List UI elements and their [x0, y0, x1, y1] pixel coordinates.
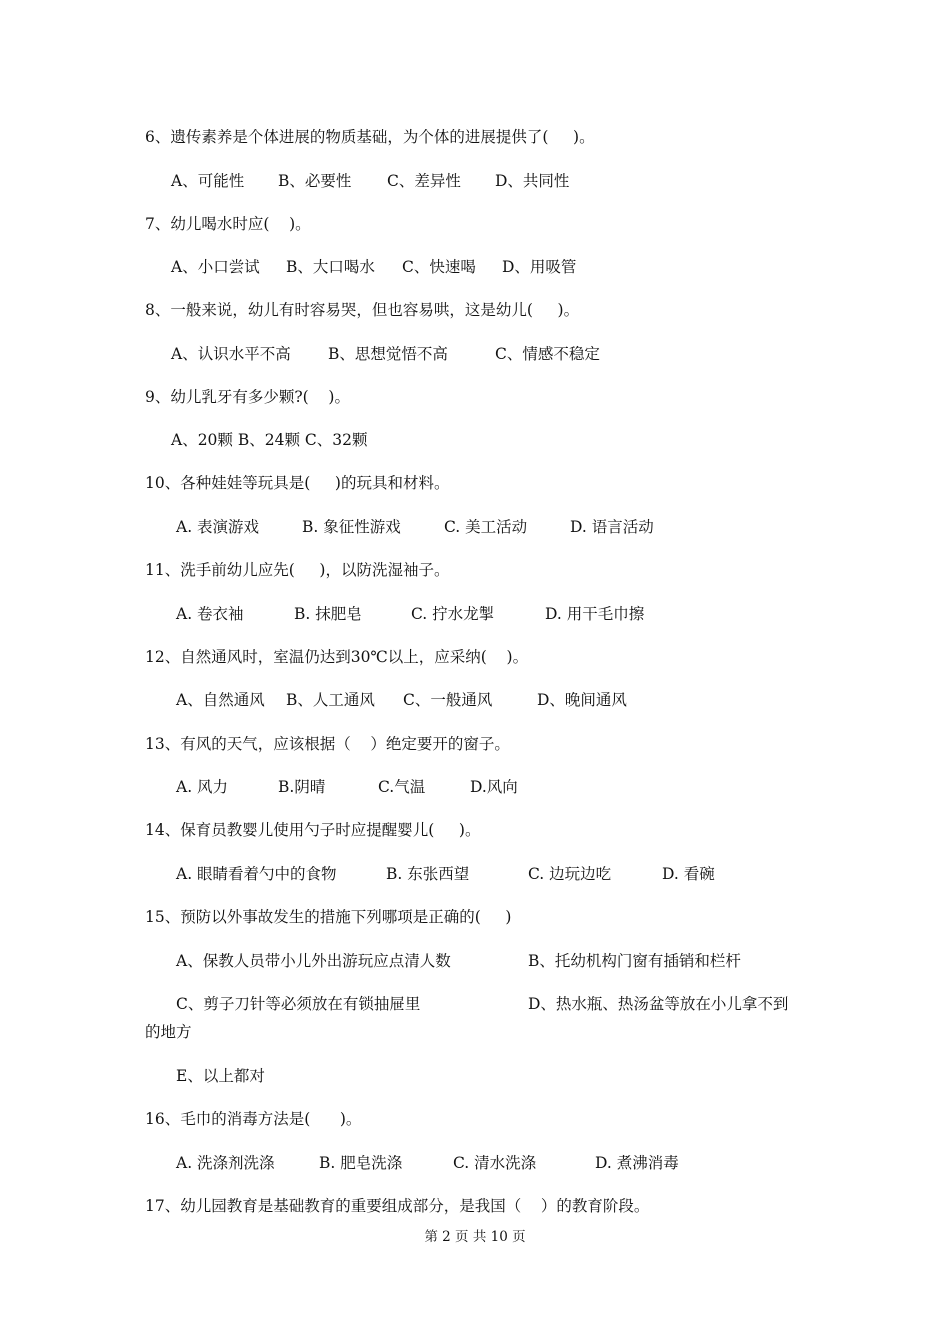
- question-7: 7、幼儿喝水时应( )。: [145, 215, 311, 233]
- option-e: E、以上都对: [176, 1067, 265, 1085]
- question-6: 6、遗传素养是个体进展的物质基础，为个体的进展提供了( )。: [145, 128, 595, 146]
- option-c: C、情感不稳定: [495, 345, 600, 363]
- option-d: D. 煮沸消毒: [595, 1154, 679, 1172]
- option-b: B. 象征性游戏: [302, 518, 401, 536]
- option-c: C. 美工活动: [444, 518, 528, 536]
- option-d: D.风向: [470, 778, 518, 796]
- option-b: B、人工通风: [286, 691, 375, 709]
- question-10: 10、各种娃娃等玩具是( )的玩具和材料。: [145, 474, 450, 492]
- option-a: A. 卷衣袖: [176, 605, 244, 623]
- option-c: C. 拧水龙掣: [411, 605, 495, 623]
- option-b: B、思想觉悟不高: [328, 345, 448, 363]
- option-c: C. 边玩边吃: [528, 865, 612, 883]
- option-b: B. 东张西望: [386, 865, 470, 883]
- question-8: 8、一般来说，幼儿有时容易哭，但也容易哄，这是幼儿( )。: [145, 301, 580, 319]
- option-c: C、剪子刀针等必须放在有锁抽屉里: [176, 995, 421, 1013]
- option-a: A、可能性: [171, 172, 245, 190]
- question-9: 9、幼儿乳牙有多少颗?( )。: [145, 388, 350, 406]
- option-d: D、晚间通风: [537, 691, 627, 709]
- option-a: A、自然通风: [176, 691, 265, 709]
- question-17: 17、幼儿园教育是基础教育的重要组成部分，是我国（ ）的教育阶段。: [145, 1197, 650, 1215]
- question-11: 11、洗手前幼儿应先( )，以防洗湿袖子。: [145, 561, 450, 579]
- option-c: C.气温: [378, 778, 426, 796]
- option-d: D. 语言活动: [570, 518, 654, 536]
- option-b: B. 抹肥皂: [294, 605, 362, 623]
- option-d: D、热水瓶、热汤盆等放在小儿拿不到: [528, 995, 789, 1013]
- option-b: B. 肥皂洗涤: [319, 1154, 403, 1172]
- option-c: C、一般通风: [403, 691, 493, 709]
- option-c: C、快速喝: [402, 258, 476, 276]
- option-c: C. 清水洗涤: [453, 1154, 537, 1172]
- option-a: A、小口尝试: [171, 258, 260, 276]
- option-a: A、保教人员带小儿外出游玩应点清人数: [176, 952, 451, 970]
- option-a: A. 风力: [176, 778, 229, 796]
- option-a: A. 洗涤剂洗涤: [176, 1154, 275, 1172]
- option-b: B.阴晴: [278, 778, 326, 796]
- option-a: A. 表演游戏: [176, 518, 260, 536]
- question-16: 16、毛巾的消毒方法是( )。: [145, 1110, 362, 1128]
- question-12: 12、自然通风时，室温仍达到30℃以上，应采纳( )。: [145, 648, 529, 666]
- question-14: 14、保育员教婴儿使用勺子时应提醒婴儿( )。: [145, 821, 481, 839]
- option-d-continuation: 的地方: [145, 1023, 192, 1041]
- option-a: A. 眼睛看着勺中的食物: [176, 865, 337, 883]
- page-number: 第 2 页 共 10 页: [424, 1229, 526, 1245]
- option-d: D. 用干毛巾擦: [545, 605, 645, 623]
- question-15: 15、预防以外事故发生的措施下列哪项是正确的( ): [145, 908, 512, 926]
- question-13: 13、有风的天气，应该根据（ ）绝定要开的窗子。: [145, 735, 510, 753]
- option-line: A、20颗 B、24颗 C、32颗: [171, 431, 368, 449]
- option-a: A、认识水平不高: [171, 345, 291, 363]
- option-c: C、差异性: [387, 172, 461, 190]
- option-d: D、共同性: [495, 172, 570, 190]
- option-b: B、托幼机构门窗有插销和栏杆: [528, 952, 741, 970]
- option-b: B、必要性: [278, 172, 352, 190]
- option-b: B、大口喝水: [286, 258, 375, 276]
- option-d: D、用吸管: [502, 258, 577, 276]
- option-d: D. 看碗: [662, 865, 715, 883]
